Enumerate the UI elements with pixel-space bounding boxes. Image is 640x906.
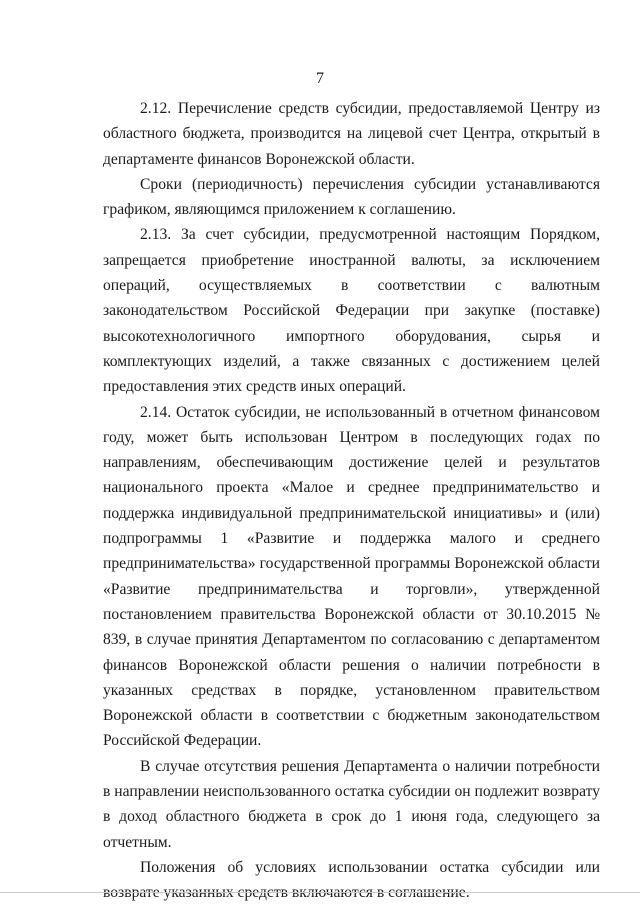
paragraph-2-12: 2.12. Перечисление средств субсидии, предоставляемой Центру из областного бюджета, производится на лицевой счет Центра, открытый в департаменте финансов Воронежской области.: [103, 100, 600, 168]
document-body: [103, 96, 600, 906]
paragraph-2-14: 2.14. Остаток субсидии, не использованный в отчетном финансовом году, может быть использован Центром в последующих годах по направлениям, обеспечивающим достижение целей и результатов национального проекта «Малое и среднее предпринимательство и поддержка индивидуальной предпринимательской инициативы» и (или) подпрограммы 1 «Развитие и поддержка малого и среднего предпринимательства» государственной программы Воронежской области «Развитие предпринимательства и торговли», утвержденной постановлением правительства Воронежской области от 30.10.2015 № 839, в случае принятия Департаментом по согласованию с департаментом финансов Воронежской области решения о наличии потребности в указанных средствах в порядке, установленном правительством Воронежской области в соответствии с бюджетным законодательством Российской Федерации.: [103, 403, 600, 750]
paragraph-agreement-terms: Положения об условиях использовании остатка субсидии или возврате указанных средств включаются в соглашение.: [103, 858, 600, 902]
paragraph-refund: В случае отсутствия решения Департамента о наличии потребности в направлении неиспользованного остатка субсидии он подлежит возврату в доход областного бюджета в срок до 1 июня года, следующего за отчетным.: [103, 757, 600, 851]
paragraph-payment-schedule: Сроки (периодичность) перечисления субсидии устанавливаются графиком, являющимся приложением к соглашению.: [103, 175, 600, 219]
page-bottom-edge: [0, 892, 640, 893]
page-number: 7: [316, 70, 324, 87]
paragraph-2-13: 2.13. За счет субсидии, предусмотренной настоящим Порядком, запрещается приобретение иностранной валюты, за исключением операций, осуществляемых в соответствии с валютным законодательством Российской Федерации при закупке (поставке) высокотехнологичного импортного оборудования, сырья и комплектующих изделий, а также связанных с достижением целей предоставления этих средств иных операций.: [103, 226, 600, 396]
